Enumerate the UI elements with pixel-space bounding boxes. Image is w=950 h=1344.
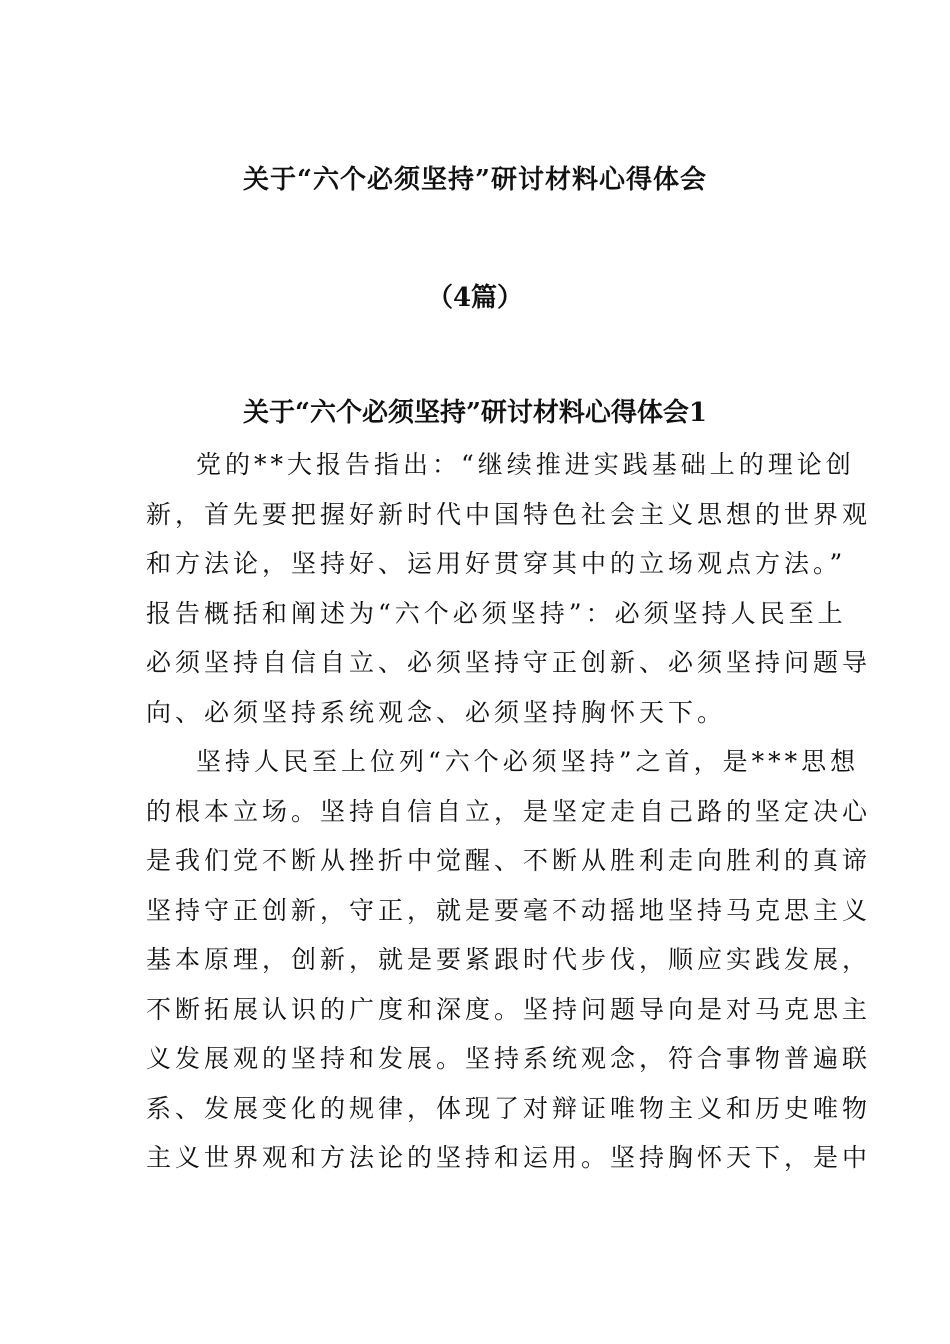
paragraph-line: 报告概括和阐述为“六个必须坚持”：必须坚持人民至上 <box>146 598 847 628</box>
paragraph-line: 的根本立场。坚持自信自立，是坚定走自己路的坚定决心 <box>146 796 872 826</box>
paragraph-line: 新，首先要把握好新时代中国特色社会主义思想的世界观 <box>146 499 872 529</box>
paragraph-line: 向、必须坚持系统观念、必须坚持胸怀天下。 <box>146 697 727 727</box>
paragraph-line: 和方法论，坚持好、运用好贯穿其中的立场观点方法。” <box>146 549 847 578</box>
paragraph-line: 坚持人民至上位列“六个必须坚持”之首，是***思想 <box>196 747 860 776</box>
paragraph-line: 必须坚持自信自立、必须坚持守正创新、必须坚持问题导 <box>146 648 872 677</box>
paragraph-line: 系、发展变化的规律，体现了对辩证唯物主义和历史唯物 <box>146 1093 872 1123</box>
paragraph-1 <box>146 440 872 737</box>
article-count: （4篇） <box>426 283 524 313</box>
paragraph-line: 义发展观的坚持和发展。坚持系统观念，符合事物普遍联 <box>146 1044 872 1073</box>
paragraph-line: 不断拓展认识的广度和深度。坚持问题导向是对马克思主 <box>146 994 872 1024</box>
paragraph-line: 党的**大报告指出：“继续推进实践基础上的理论创 <box>196 450 855 479</box>
section-title: 关于“六个必须坚持”研讨材料心得体会1 <box>242 398 707 428</box>
document-title: 关于“六个必须坚持”研讨材料心得体会 <box>243 165 707 195</box>
paragraph-2 <box>146 737 872 1183</box>
paragraph-line: 主义世界观和方法论的坚持和运用。坚持胸怀天下，是中 <box>146 1143 872 1172</box>
paragraph-line: 是我们党不断从挫折中觉醒、不断从胜利走向胜利的真谛 <box>146 846 872 875</box>
paragraph-line: 坚持守正创新，守正，就是要毫不动摇地坚持马克思主义 <box>146 895 872 925</box>
paragraph-line: 基本原理，创新，就是要紧跟时代步伐，顺应实践发展， <box>146 945 872 974</box>
